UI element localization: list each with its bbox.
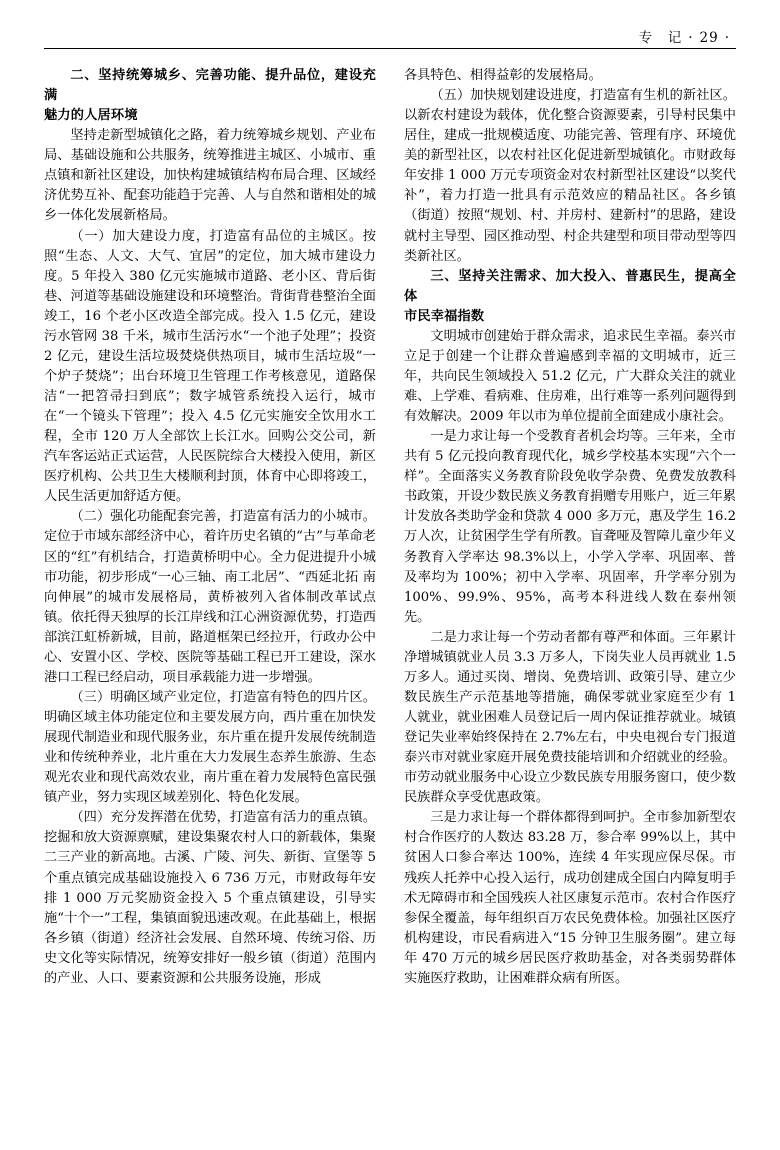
header-section-label: 专 记 — [638, 30, 683, 46]
header-running-title — [639, 26, 736, 46]
header-separator-left: · — [688, 30, 694, 46]
section-heading: 三、坚持关注需求、加大投入、普惠民生，提高全体 — [404, 268, 736, 304]
paragraph-continuation: 各具特色、相得益彰的发展格局。 — [404, 68, 602, 83]
paragraph: 一是力求让每一个受教育者机会均等。三年来，全市共有 5 亿元投向教育现代化，城乡学校基本实现“六个一样”。全面落实义务教育阶段免收学杂费、免费发放教科书政策，开设少数民族义务教育捐赠专用账户，近三年累计发放各类助学金和贷款 4 000 多万元，惠及学生 16.2 万人次，让贫困学生学有所教。盲聋哑及智障儿童少年义务教育入学率达 98.3%以上，小学入学率、巩固率、普及率均为 100%；初中入学率、巩固率，升学率分别为 100%、99.9%、95%，高考本科进线人数在泰州领先。 — [404, 429, 736, 625]
paragraph: （二）强化功能配套完善，打造富有活力的小城市。定位于市域东部经济中心，着许历史名镇的“古”与革命老区的“红”有机结合，打造黄桥明中心。全力促进提升小城市功能，初步形成“一心三轴、南工北居”、“西延北拓 南向伸展”的城市发展格局，黄桥被列入省体制改革试点镇。依托得天独厚的长江岸线和江心洲资源优势，打造西部滨江虹桥新城，目前，路道框架已经拉开，行政办公中心、安置小区、学校、医院等基础工程已开工建设，深水港口工程已经启动，项目承载能力进一步增强。 — [44, 509, 376, 685]
paragraph: （四）充分发挥潜在优势，打造富有活力的重点镇。挖掘和放大资源禀赋，建设集聚农村人口的新载体，集聚二三产业的新高地。古溪、广陵、河失、新街、宣堡等 5 个重点镇完成基础设施投入 6 736 万元，市财政每年安排 1 000 万元奖励资金投入 5 个重点镇建设，引导实施“十个一”工程，集镇面貌迅速改观。在此基础上，根据各乡镇（街道）经济社会发展、自然环境、传统习俗、历史文化等实际情况，统筹安排好一般乡镇（街道）范围内的产业、人口、要素资源和公共服务设施，形成 — [44, 810, 376, 986]
section-heading-continuation: 魅力的人居环境 — [44, 108, 138, 124]
page-header — [44, 26, 736, 52]
header-separator-right: · — [724, 30, 730, 46]
paragraph: （三）明确区域产业定位，打造富有特色的四片区。明确区域主体功能定位和主要发展方向，西片重在加快发展现代制造业和现代服务业，东片重在提升发展传统制造业和传统种养业，北片重在大力发展生态养生旅游、生态观光农业和现代高效农业，南片重在着力发展特色富民强镇产业，努力实现区域差别化、特色化发展。 — [44, 689, 376, 806]
paragraph: 坚持走新型城镇化之路，着力统筹城乡规划、产业布局、基础设施和公共服务，统筹推进主城区、小城市、重点镇和新社区建设，加快构建城镇结构布局合理、区域经济优势互补、配套功能趋于完善、人与自然和谐相处的城乡一体化发展新格局。 — [44, 128, 376, 224]
paragraph: （五）加快规划建设进度，打造富有生机的新社区。以新农村建设为载体，优化整合资源要素，引导村民集中居住，建成一批规模适度、功能完善、管理有序、环境优美的新型社区，以农村社区化促进新型城镇化。市财政每年安排 1 000 万元专项资金对农村新型社区建设“以奖代补”，着力打造一批具有示范效应的精品社区。各乡镇（街道）按照“规划、村、并房村、建新村”的思路，建设就村主导型、园区推动型、村企共建型和项目带动型等四类新社区。 — [404, 88, 736, 264]
two-column-body — [44, 66, 736, 1126]
header-rule — [44, 48, 736, 49]
paragraph: 文明城市创建始于群众需求，追求民生幸福。泰兴市立足于创建一个让群众普遍感到幸福的文明城市，近三年，共向民生领域投入 51.2 亿元，广大群众关注的就业难、上学难、看病难、住房难，出行难等一系列问题得到有效解决。2009 年以市为单位提前全面建成小康社会。 — [404, 328, 736, 425]
header-page-number: 29 — [699, 30, 719, 46]
paragraph: 三是力求让每一个群体都得到呵护。全市参加新型农村合作医疗的人数达 83.28 万，参合率 99%以上，其中贫困人口参合率达 100%，连续 4 年实现应保尽保。市残疾人托养中心投入运行，成功创建成全国白内障复明手术无障碍市和全国残疾人社区康复示范市。农村合作医疗参保全覆盖，每年组织百万农民免费体检。加强社区医疗机构建设，市民看病进入“15 分钟卫生服务圈”。建立每年 470 万元的城乡居民医疗救助基金，对各类弱势群体实施医疗救助，让困难群众病有所医。 — [404, 810, 736, 986]
paragraph: （一）加大建设力度，打造富有品位的主城区。按照“生态、人文、大气、宜居”的定位，加大城市建设力度。5 年投入 380 亿元实施城市道路、老小区、背后街巷、河道等基础设施建设和环境整治。背街背巷整治全面竣工，16 个老小区改造全部完成。投入 1.5 亿元，建设污水管网 38 千米，城市生活污水“一个池子处理”；投资 2 亿元，建设生活垃圾焚烧供热项目，城市生活垃圾“一个炉子焚烧”；出台环境卫生管理工作考核意见，道路保洁“一把笤帚扫到底”；数字城管系统投入运行，城市在“一个镜头下管理”；投入 4.5 亿元实施安全饮用水工程，全市 120 万人全部饮上长江水。回购公交公司，新汽车客运站正式运营，人民医院综合大楼投入使用，新区医疗机构、公共卫生大楼顺利封顶，体育中心即将竣工，人民生活更加舒适方便。 — [44, 228, 376, 505]
section-heading-continuation: 市民幸福指数 — [404, 308, 485, 324]
paragraph: 二是力求让每一个劳动者都有尊严和体面。三年累计净增城镇就业人员 3.3 万多人，下岗失业人员再就业 1.5 万多人。通过买岗、增岗、免费培训、政策引导、建立少数民族生产示范基地等措施，确保零就业家庭至少有 1 人就业，就业困难人员登记后一周内保证推荐就业。城镇登记失业率始终保持在 2.7%左右，中央电视台专门报道泰兴市对就业家庭开展免费技能培训和介绍就业的经验。市劳动就业服务中心设立少数民族专用服务窗口，使少数民族群众享受优惠政策。 — [404, 629, 736, 806]
section-heading: 二、坚持统筹城乡、完善功能、提升品位，建设充满 — [44, 68, 376, 104]
right-column — [404, 66, 736, 1126]
left-column — [44, 66, 376, 1126]
